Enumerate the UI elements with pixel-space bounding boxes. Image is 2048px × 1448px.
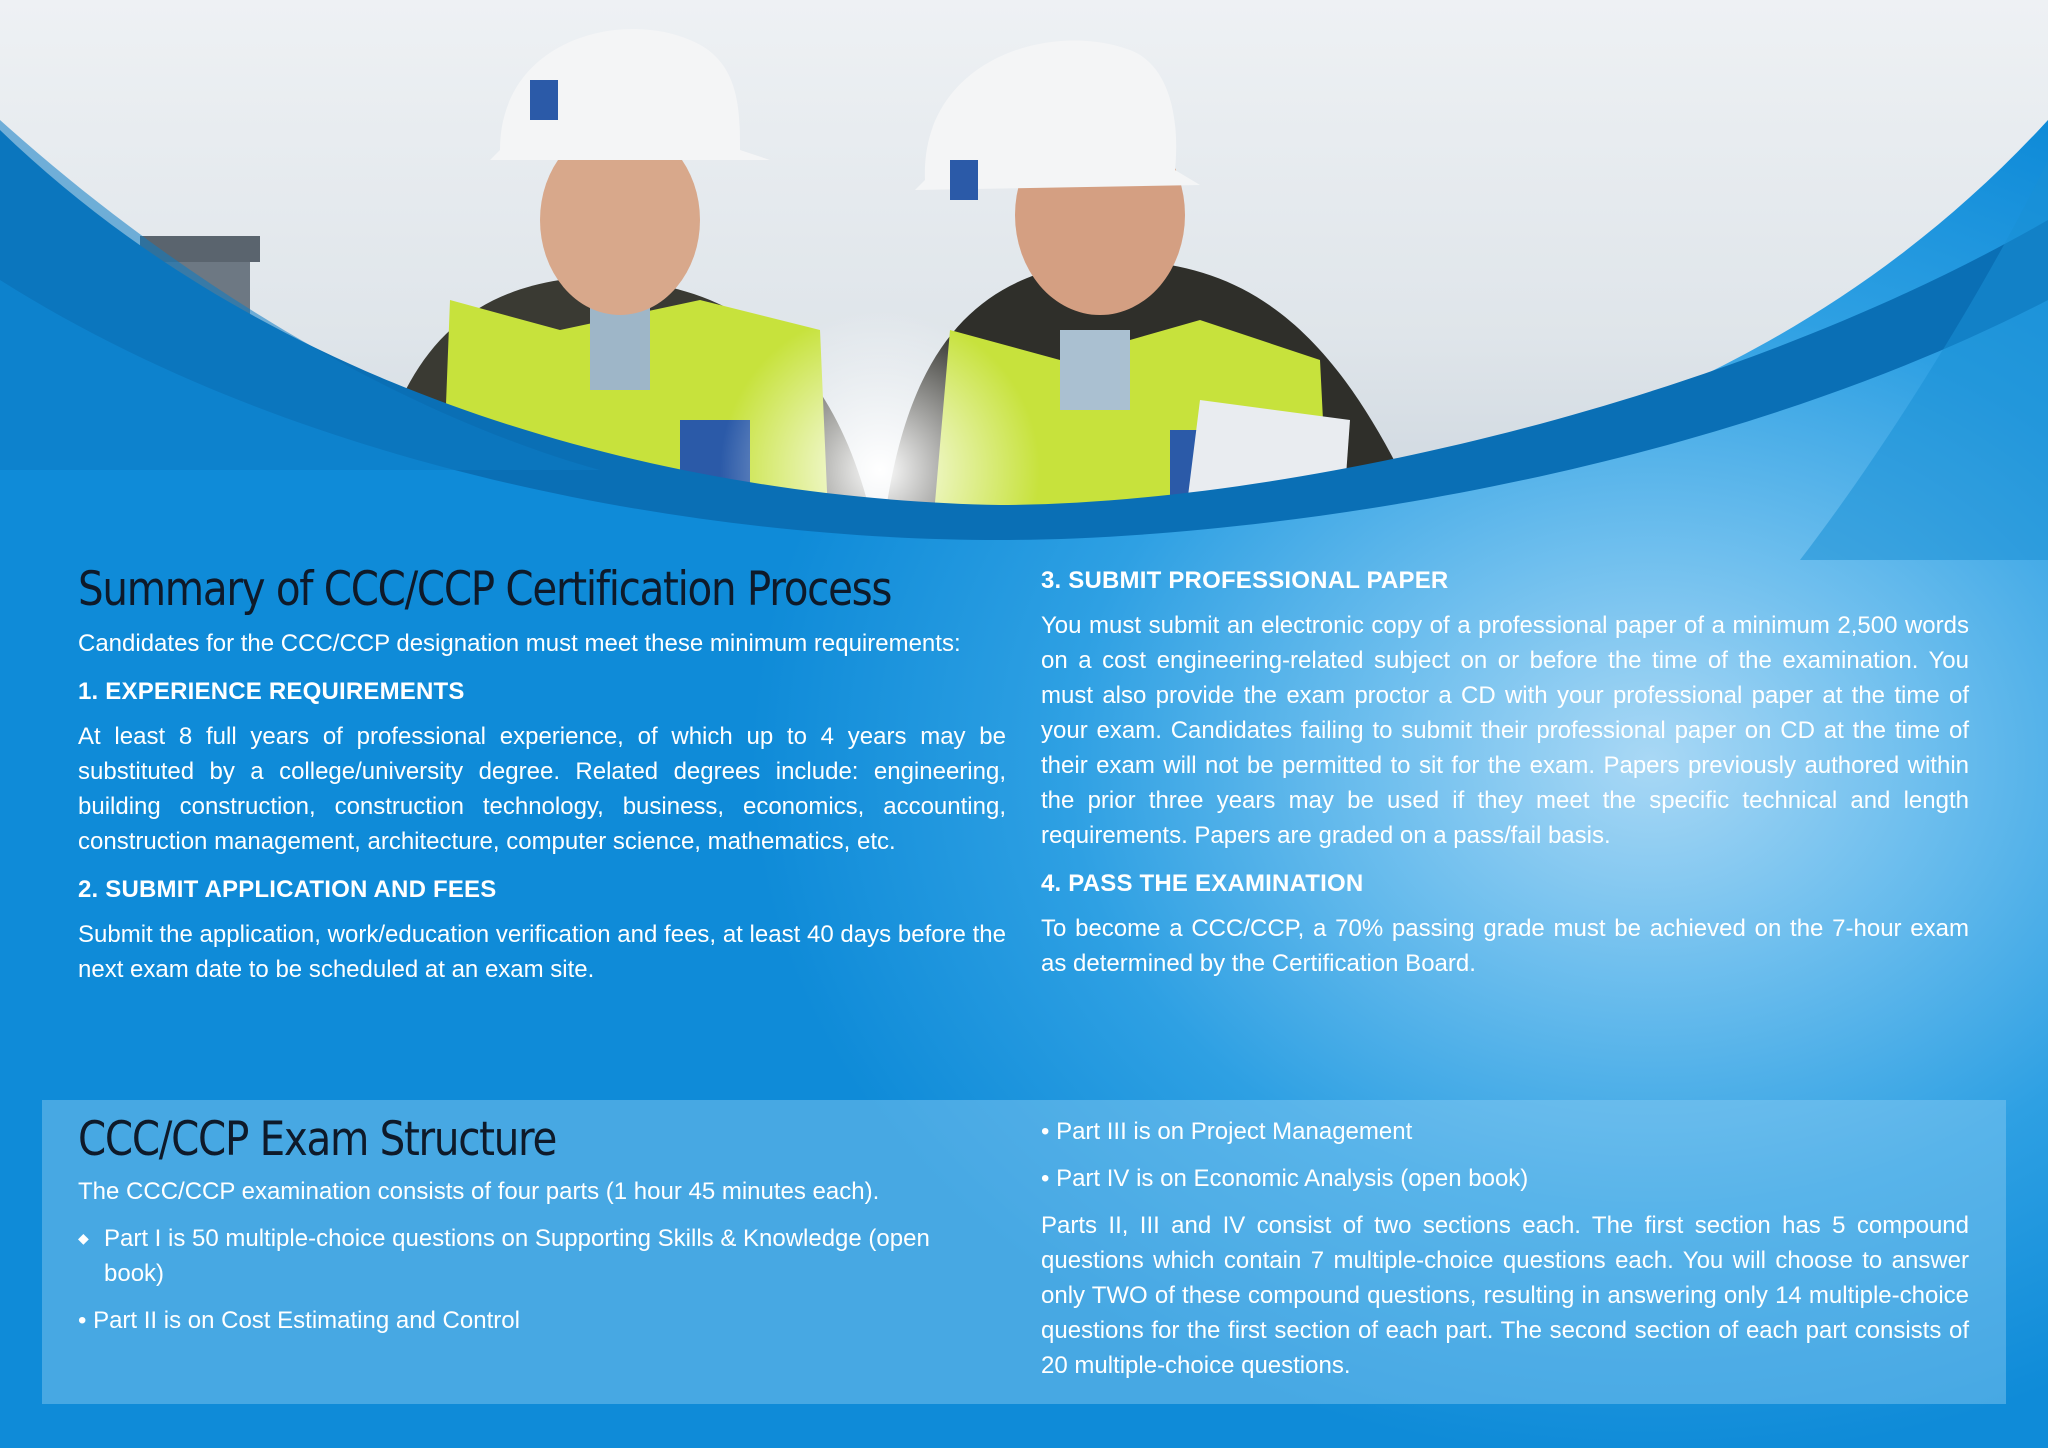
exam-right-column xyxy=(1041,1114,1969,1383)
summary-intro: Candidates for the CCC/CCP designation must meet these minimum requirements: xyxy=(78,630,961,657)
exam-intro: The CCC/CCP examination consists of four parts (1 hour 45 minutes each). xyxy=(78,1178,880,1205)
examination-body: To become a CCC/CCP, a 70% passing grade must be achieved on the 7-hour exam as determined by the Certification Board. xyxy=(1041,915,1969,977)
hero-photo xyxy=(0,0,2048,560)
experience-heading: 1. EXPERIENCE REQUIREMENTS xyxy=(78,678,465,705)
exam-structure-panel xyxy=(42,1100,2006,1404)
summary-title: Summary of CCC/CCP Certification Process xyxy=(78,562,892,617)
summary-right-column xyxy=(1041,560,1969,981)
application-heading: 2. SUBMIT APPLICATION AND FEES xyxy=(78,876,497,903)
worksite-photo xyxy=(0,0,2048,560)
exam-details: Parts II, III and IV consist of two sections each. The first section has 5 compound questions which contain 7 multiple-choice questions each. You will choose to answer only TWO of these compound questions, resulting in answering only 14 multiple-choice questions for the first section of each part. The second section of each part consists of 20 multiple-choice questions. xyxy=(1041,1212,1969,1379)
exam-part-1 xyxy=(78,1221,983,1291)
diamond-bullet-icon: ◆ xyxy=(78,1230,89,1246)
examination-heading: 4. PASS THE EXAMINATION xyxy=(1041,870,1364,897)
paper-body: You must submit an electronic copy of a professional paper of a minimum 2,500 words on a cost engineering-related subject on or before the time of the examination. You must also provide the exam proctor a CD with your professional paper at the time of your exam. Candidates failing to submit their professional paper on CD at the time of their exam will not be permitted to sit for the exam. Papers previously authored within the prior three years may be used if they meet the specific technical and length requirements. Papers are graded on a pass/fail basis. xyxy=(1041,612,1969,849)
exam-left-column xyxy=(78,1110,983,1338)
summary-left-column xyxy=(78,560,1006,987)
experience-body: At least 8 full years of professional experience, of which up to 4 years may be substituted by a college/university degree. Related degrees include: engineering, building construction, construction technology, business, economics, accounting, construction management, architecture, computer science, mathematics, etc. xyxy=(78,723,1006,855)
exam-part-4: • Part IV is on Economic Analysis (open book) xyxy=(1041,1165,1529,1192)
exam-part-3: • Part III is on Project Management xyxy=(1041,1118,1413,1145)
paper-heading: 3. SUBMIT PROFESSIONAL PAPER xyxy=(1041,567,1449,594)
exam-part-1-text: Part I is 50 multiple-choice questions on Supporting Skills & Knowledge (open book) xyxy=(104,1225,930,1287)
exam-structure-title: CCC/CCP Exam Structure xyxy=(78,1112,557,1167)
application-body: Submit the application, work/education verification and fees, at least 40 days before the next exam date to be scheduled at an exam site. xyxy=(78,921,1006,983)
exam-part-2: • Part II is on Cost Estimating and Control xyxy=(78,1307,520,1334)
